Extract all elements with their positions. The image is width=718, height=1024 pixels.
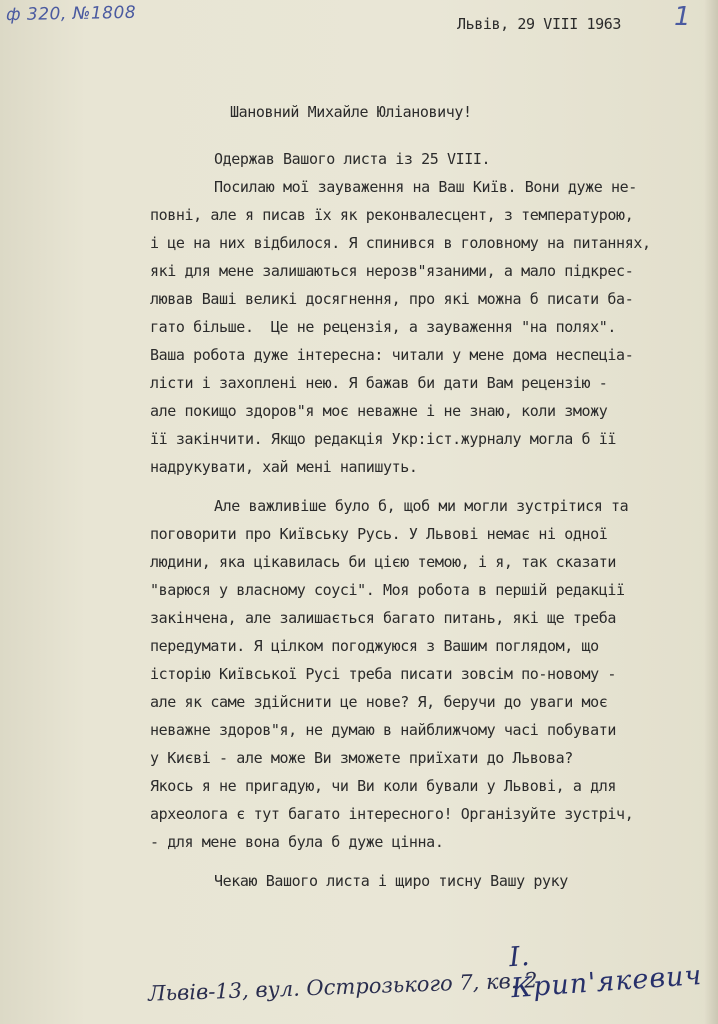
page-edge-shadow [704, 0, 718, 1024]
archive-mark: ф 320, №1808 [5, 2, 137, 26]
body-line: Якось я не пригадую, чи Ви коли бували у Львові, а для [150, 777, 617, 795]
body-line: гато більше. Це не рецензія, а зауваження "на полях". [150, 318, 617, 336]
closing-line: Чекаю Вашого листа і щиро тисну Вашу руку [214, 872, 568, 890]
body-line: її закінчити. Якщо редакція Укр:іст.журналу могла б її [150, 430, 617, 448]
body-line: але покищо здоров"я моє неважне і не знаю, коли зможу [150, 402, 608, 420]
body-line: повні, але я писав їх як реконвалесцент, з температурою, [150, 206, 634, 224]
body-line: надрукувати, хай мені напишуть. [150, 458, 418, 476]
page-number: 1 [674, 2, 691, 32]
body-line: історію Київської Русі треба писати зовсім по-новому - [150, 665, 617, 683]
body-line: Але важливіше було б, щоб ми могли зустрітися та [214, 497, 629, 515]
body-line: поговорити про Київську Русь. У Львові немає ні одної [150, 525, 608, 543]
salutation: Шановний Михайле Юліановичу! [230, 103, 472, 121]
body-line: - для мене вона була б дуже цінна. [150, 833, 444, 851]
body-line: Посилаю мої зауваження на Ваш Київ. Вони дуже не- [214, 178, 637, 196]
body-line: у Києві - але може Ви зможете приїхати до Львова? [150, 749, 573, 767]
body-line: Ваша робота дуже інтересна: читали у мене дома неспеціа- [150, 346, 634, 364]
body-line: лісти і захоплені нею. Я бажав би дати Вам рецензію - [150, 374, 608, 392]
body-line: лював Ваші великі досягнення, про які можна б писати ба- [150, 290, 634, 308]
body-line: Одержав Вашого листа із 25 VIII. [214, 150, 491, 168]
body-line: "варюся у власному соусі". Моя робота в першій редакції [150, 581, 625, 599]
body-line: археолога є тут багато інтересного! Організуйте зустріч, [150, 805, 634, 823]
body-line: і це на них відбилося. Я спинився в головному на питаннях, [150, 234, 651, 252]
body-line: людини, яка цікавилась би цією темою, і я, так сказати [150, 553, 617, 571]
body-line: передумати. Я цілком погоджуюся з Вашим поглядом, що [150, 637, 599, 655]
handwritten-address: Львів-13, вул. Острозького 7, кв. 2 [147, 968, 538, 1006]
body-line: неважне здоров"я, не думаю в найближчому часі побувати [150, 721, 617, 739]
place-date: Львів, 29 VIII 1963 [457, 15, 621, 33]
handwritten-signature: І. Крип'якевич [508, 940, 704, 1005]
body-line: але як саме здійснити це нове? Я, беручи до уваги моє [150, 693, 608, 711]
body-line: які для мене залишаються нерозв"язаними, а мало підкрес- [150, 262, 634, 280]
body-line: закінчена, але залишається багато питань, які ще треба [150, 609, 617, 627]
